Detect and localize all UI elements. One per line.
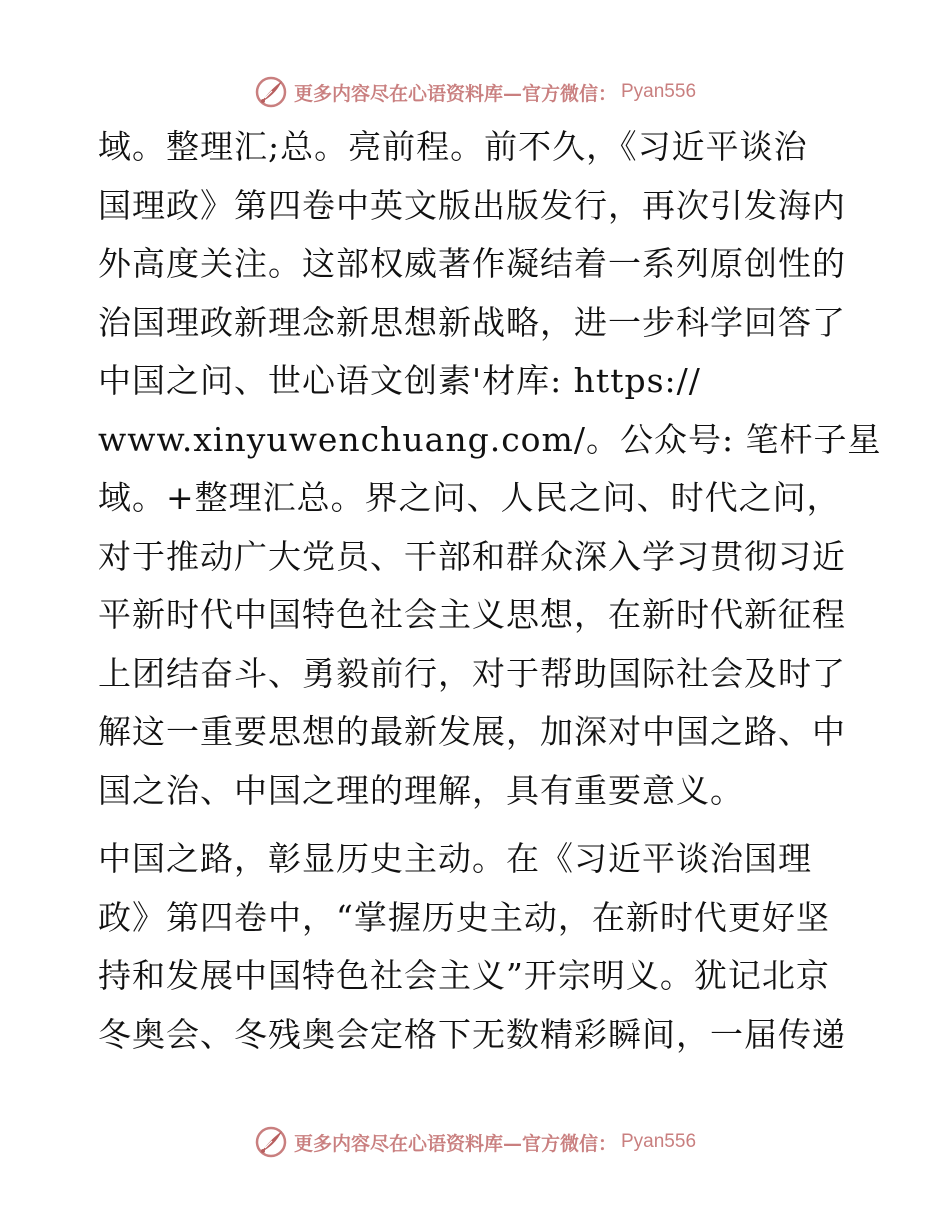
text-line: www.xinyuwenchuang.com/。公众号: 笔杆子星 — [98, 419, 882, 459]
footer-account: Pyan556 — [621, 1131, 697, 1152]
text-line: 对于推动广大党员、干部和群众深入学习贯彻习近 — [98, 536, 846, 576]
text-line: 治国理政新理念新思想新战略，进一步科学回答了 — [98, 302, 846, 342]
text-line: 中国之路，彰显历史主动。在《习近平谈治国理 — [98, 839, 812, 878]
document-body — [98, 118, 882, 1064]
text-line: 域。+整理汇总。界之问、人民之问、时代之问， — [98, 478, 841, 517]
header-watermark — [0, 72, 950, 112]
header-account: Pyan556 — [621, 81, 697, 102]
text-line: 政》第四卷中，“掌握历史主动，在新时代更好坚 — [98, 897, 830, 937]
text-line: 平新时代中国特色社会主义思想，在新时代新征程 — [98, 595, 846, 634]
text-line: 冬奥会、冬残奥会定格下无数精彩瞬间，一届传递 — [98, 1014, 846, 1054]
text-line: 国理政》第四卷中英文版出版发行，再次引发海内 — [98, 185, 846, 225]
feather-pen-logo-icon — [254, 1125, 288, 1159]
text-line: 国之治、中国之理的理解，具有重要意义。 — [98, 770, 744, 810]
text-line: 上团结奋斗、勇毅前行，对于帮助国际社会及时了 — [98, 653, 846, 693]
footer-brand-text: 更多内容尽在心语资料库—官方微信： — [293, 1132, 617, 1155]
text-line: 解这一重要思想的最新发展，加深对中国之路、中 — [98, 712, 846, 751]
paragraph-2 — [98, 830, 858, 1064]
paragraph-gap — [98, 820, 858, 830]
paragraph-1 — [98, 118, 882, 820]
text-line: 外高度关注。这部权威著作凝结着一系列原创性的 — [98, 244, 846, 283]
header-brand-text: 更多内容尽在心语资料库—官方微信： — [293, 82, 617, 105]
feather-pen-logo-icon — [254, 75, 288, 109]
text-line: 中国之问、世心语文创素'材库: https:// — [98, 361, 701, 400]
footer-watermark — [0, 1122, 950, 1162]
text-line: 域。整理汇;总。亮前程。前不久，《习近平谈治 — [98, 127, 808, 166]
text-line: 持和发展中国特色社会主义”开宗明义。犹记北京 — [98, 956, 830, 995]
